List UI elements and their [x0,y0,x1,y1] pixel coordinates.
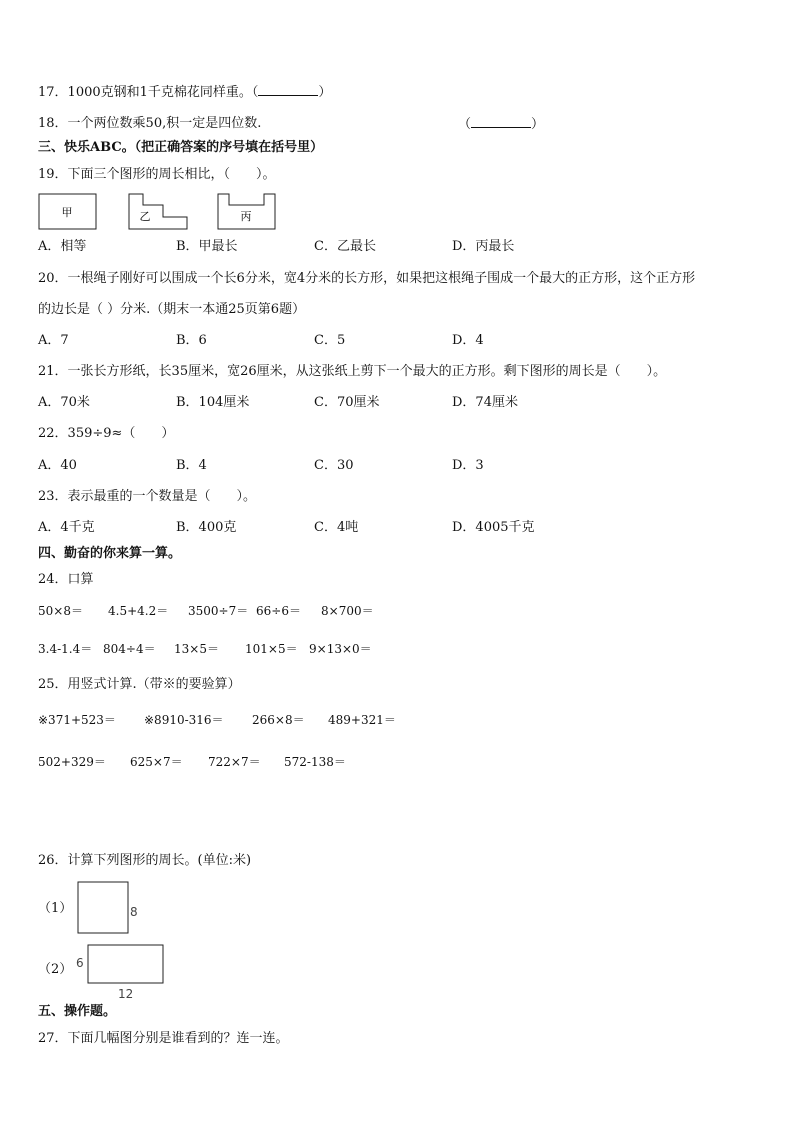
question-22: 22．359÷9≈（ ） [38,426,175,441]
q19-shapes [36,192,296,232]
q24-item: 13×5＝ [174,642,219,656]
q24-row-1 [38,602,558,620]
q19-option-a[interactable]: A．相等 [38,239,87,254]
q18-answer-bracket: （ ） [458,117,545,132]
section-4-heading: 四、勤奋的你来算一算。 [38,546,182,561]
question-24-title: 24．口算 [38,572,94,587]
q24-item: 50×8＝ [38,604,83,618]
q22-option-a[interactable]: A．40 [38,458,77,473]
q24-item: 804÷4＝ [103,642,156,656]
question-23: 23．表示最重的一个数量是（ ）。 [38,489,257,504]
q22-option-d[interactable]: D．3 [452,458,484,473]
q20-option-d[interactable]: D．4 [452,333,484,348]
q21-option-a[interactable]: A．70米 [38,395,90,410]
question-27: 27．下面几幅图分别是谁看到的？连一连。 [38,1031,289,1046]
q18-text: 18．一个两位数乘50,积一定是四位数. [38,116,262,131]
q20-option-b[interactable]: B．6 [176,333,207,348]
q23-option-d[interactable]: D．4005千克 [452,520,535,535]
q26-rectangle-figure [72,943,172,1003]
question-26-title: 26．计算下列图形的周长。(单位:米) [38,853,252,868]
q17-text: 17．1000克钢和1千克棉花同样重。（ [38,85,259,100]
q19-option-d[interactable]: D．丙最长 [452,239,515,254]
rectangle-length-label: 12 [118,987,134,1001]
shape-yi [129,194,187,229]
q21-option-c[interactable]: C．70厘米 [314,395,380,410]
q23-option-a[interactable]: A．4千克 [38,520,95,535]
rectangle-shape [88,945,163,983]
q24-item: 101×5＝ [245,642,298,656]
question-21: 21．一张长方形纸，长35厘米，宽26厘米，从这张纸上剪下一个最大的正方形。剩下图形的周长是（ ）。 [38,364,667,379]
q20-option-a[interactable]: A．7 [38,333,69,348]
section-3-heading: 三、快乐ABC。（把正确答案的序号填在括号里） [38,140,324,155]
square-shape [78,882,128,933]
shape-jia-label: 甲 [61,206,73,219]
question-17 [38,83,331,102]
q17-close: ） [318,85,332,100]
section-5-heading: 五、操作题。 [38,1004,117,1019]
q25-item: 722×7＝ [208,755,261,769]
square-side-label: 8 [130,905,138,919]
question-20-line2: 的边长是（ ）分米.（期末一本通25页第6题） [38,302,306,317]
q22-options [38,457,638,475]
q25-row-2 [38,753,558,771]
q25-item: 502+329＝ [38,755,106,769]
q24-item: 4.5+4.2＝ [108,604,169,618]
q25-row-1 [38,711,558,729]
q24-item: 66÷6＝ [256,604,301,618]
question-19: 19．下面三个图形的周长相比，（ ）。 [38,167,276,182]
q22-option-c[interactable]: C．30 [314,458,354,473]
q18-answer-blank[interactable] [471,115,531,128]
q25-item: 625×7＝ [130,755,183,769]
question-25-title: 25．用竖式计算.（带※的要验算） [38,677,241,692]
q24-item: 8×700＝ [321,604,374,618]
q24-row-2 [38,640,558,658]
q21-option-d[interactable]: D．74厘米 [452,395,518,410]
q24-item: 3.4-1.4＝ [38,642,93,656]
q26-square-figure [76,880,146,940]
question-20-line1: 20．一根绳子刚好可以围成一个长6分米，宽4分米的长方形，如果把这根绳子围成一个最大的正方形，这个正方形 [38,271,696,286]
q26-fig1-label: （1） [38,901,73,916]
rectangle-width-label: 6 [76,956,84,970]
shape-bing-label: 丙 [240,210,252,223]
q21-options [38,394,638,412]
q17-answer-blank[interactable] [258,83,318,96]
q25-item: 266×8＝ [252,713,305,727]
q24-item: 3500÷7＝ [188,604,249,618]
q24-item: 9×13×0＝ [309,642,372,656]
q21-option-b[interactable]: B．104厘米 [176,395,250,410]
q19-option-c[interactable]: C．乙最长 [314,239,376,254]
shape-yi-label: 乙 [139,210,151,223]
q19-options [38,238,638,256]
q23-option-c[interactable]: C．4吨 [314,520,359,535]
q20-options [38,332,638,350]
question-18 [38,115,261,133]
q25-item: 489+321＝ [328,713,396,727]
q23-option-b[interactable]: B．400克 [176,520,237,535]
q19-option-b[interactable]: B．甲最长 [176,239,238,254]
q25-item: 572-138＝ [284,755,346,769]
q25-item: ※8910-316＝ [144,713,224,727]
q22-option-b[interactable]: B．4 [176,458,207,473]
q23-options [38,519,638,537]
q26-fig2-label: （2） [38,962,73,977]
q20-option-c[interactable]: C．5 [314,333,346,348]
q25-item: ※371+523＝ [38,713,116,727]
